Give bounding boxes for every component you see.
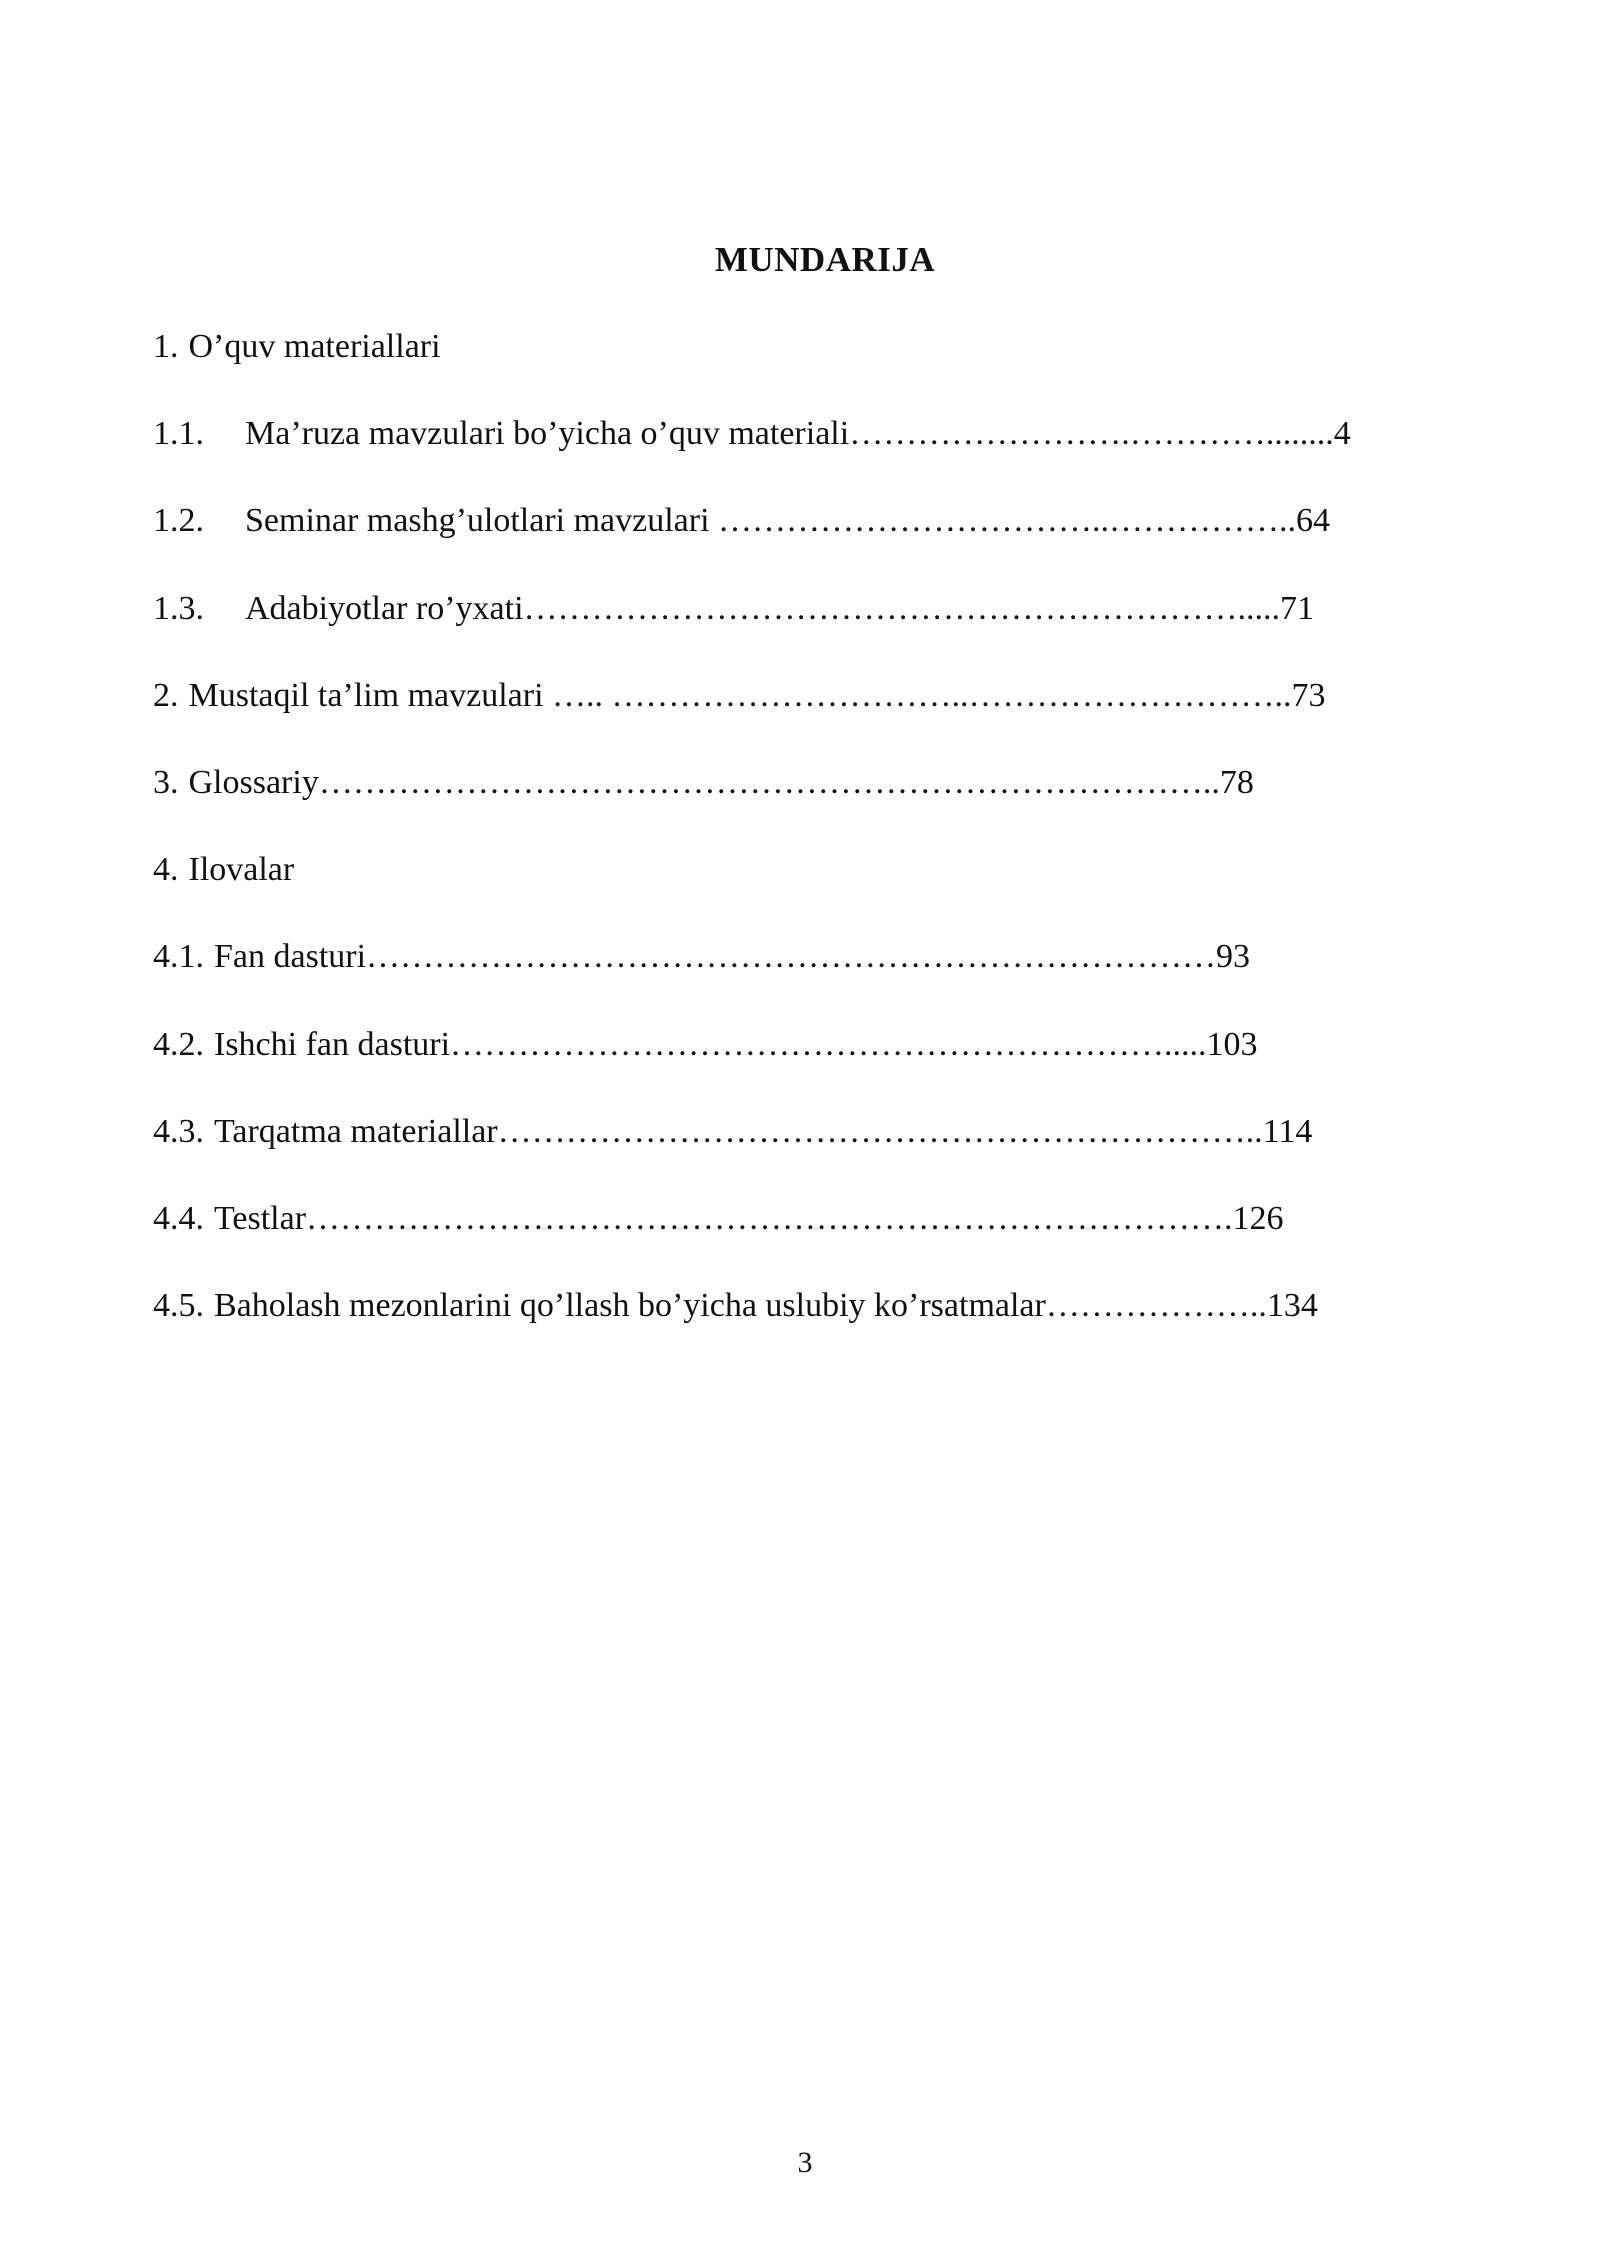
toc-entry (153, 587, 1453, 674)
toc-entry-number: 1.3. (153, 589, 204, 627)
toc-entry-leader: …………………….…………........4 (849, 415, 1351, 453)
toc-entry (153, 674, 1453, 761)
toc-entry-label: Seminar mashg’ulotlari mavzulari (245, 502, 719, 540)
page-title: MUNDARIJA (714, 240, 936, 279)
toc-entry-label: Ishchi fan dasturi (214, 1025, 451, 1063)
toc-entry (153, 1284, 1453, 1371)
toc-entry-leader: ……………………………………………………….....103 (450, 1025, 1258, 1063)
toc-entry-leader: ……………………………………………………………………..78 (318, 763, 1254, 801)
toc-entry (153, 412, 1453, 499)
toc-entry-leader: …………………………………………………………………93 (366, 938, 1251, 976)
toc-entry-number: 4. (153, 851, 179, 889)
toc-entry-number: 3. (153, 763, 179, 801)
toc-entry (153, 1023, 1453, 1110)
toc-entry-label: Baholash mezonlarini qo’llash bo’yicha uslubiy ko’rsatmalar (214, 1287, 1046, 1325)
page-number: 3 (797, 2146, 813, 2179)
toc-entry-leader: …………………………………………………………..114 (497, 1112, 1313, 1150)
toc-entry-number: 4.3. (153, 1112, 204, 1150)
toc-entry-number: 1.1. (153, 415, 204, 453)
toc-entry (153, 325, 1453, 412)
toc-entry-number: 1.2. (153, 502, 204, 540)
toc-entry-label: Testlar (214, 1199, 307, 1237)
toc-entry-leader: ……………………………………………………….....71 (523, 589, 1315, 627)
toc-entry-leader: ……………………………..……………..64 (718, 502, 1331, 540)
toc-entry-number: 1. (153, 328, 179, 365)
toc-entry-leader: ………………..134 (1045, 1287, 1318, 1325)
toc-entry (153, 1110, 1453, 1197)
toc-entry-leader: …………………………..………………………..73 (611, 676, 1326, 714)
table-of-contents (153, 325, 1453, 1371)
toc-entry (153, 1197, 1453, 1284)
toc-entry-label: Ilovalar (188, 851, 295, 889)
toc-entry-label: Ma’ruza mavzulari bo’yicha o’quv materiali (245, 415, 850, 453)
toc-entry-leader: ……………………………………………………………………….126 (306, 1199, 1284, 1237)
toc-entry-number: 2. (153, 676, 179, 714)
toc-entry-label: Glossariy (188, 763, 319, 801)
toc-entry-number: 4.4. (153, 1199, 204, 1237)
toc-entry-number: 4.2. (153, 1025, 204, 1063)
toc-entry (153, 848, 1453, 935)
toc-entry (153, 499, 1453, 586)
toc-entry-label: Mustaqil ta’lim mavzulari ….. (188, 676, 612, 714)
toc-entry-label: O’quv materiallari (188, 328, 441, 365)
toc-entry (153, 761, 1453, 848)
toc-entry-number: 4.5. (153, 1287, 204, 1325)
toc-entry (153, 935, 1453, 1022)
toc-entry-label: Adabiyotlar ro’yxati (245, 589, 524, 627)
toc-entry-label: Fan dasturi (214, 938, 367, 976)
toc-entry-number: 4.1. (153, 938, 204, 976)
toc-entry-label: Tarqatma materiallar (214, 1112, 498, 1150)
